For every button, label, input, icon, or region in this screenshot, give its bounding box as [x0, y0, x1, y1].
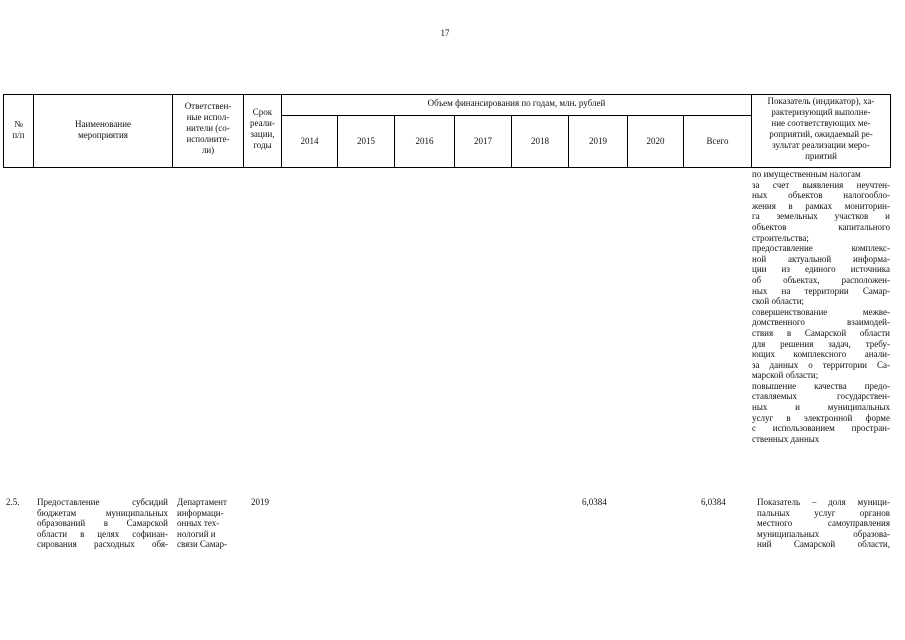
- header-term-line: Срок: [252, 107, 273, 117]
- header-total: Всего: [706, 136, 729, 146]
- row-responsible-line: информаци-: [177, 507, 224, 518]
- header-num: [4, 119, 33, 141]
- indicator-line: ющих комплексного анали-: [752, 349, 890, 360]
- indicator-line: ствия в Самарской области: [752, 327, 890, 338]
- indicator-line: строительства;: [752, 232, 809, 243]
- header-year-2020: 2020: [646, 136, 665, 146]
- row-name: [37, 497, 168, 550]
- row-indicator: [757, 497, 890, 550]
- row-responsible-line: Департамент: [177, 497, 227, 507]
- indicator-line: га земельных участков и: [752, 211, 890, 222]
- header-responsible-line: исполните-: [186, 134, 230, 144]
- row-term: 2019: [251, 497, 269, 507]
- header-term-line: зации,: [250, 129, 275, 139]
- page-number: 17: [440, 28, 450, 38]
- row-responsible-line: нологий и: [177, 528, 216, 539]
- header-num-line: №: [14, 119, 23, 129]
- indicator-line: за данных о территории Са-: [752, 359, 890, 370]
- indicator-line: ных объектов налогообло-: [752, 190, 890, 201]
- indicator-line: для решения задач, требу-: [752, 338, 890, 349]
- header-num-line: п/п: [12, 130, 25, 140]
- row-total: 6,0384: [701, 497, 726, 507]
- header-finance-title: Объем финансирования по годам, млн. рублей: [427, 98, 606, 108]
- header-responsible-line: ные испол-: [186, 112, 230, 122]
- header-year-2016: 2016: [415, 136, 434, 146]
- header-indicator-line: рактеризующий выполне-: [771, 107, 871, 117]
- indicator-line: объектов капитального: [752, 221, 890, 232]
- header-year-2015: 2015: [357, 136, 375, 146]
- indicator-line: ции из единого источника: [752, 264, 890, 275]
- row-responsible-line: онных тех-: [177, 518, 220, 529]
- header-year-2017: 2017: [474, 136, 492, 146]
- header-year-2018: 2018: [531, 136, 549, 146]
- indicator-line: ной актуальной информа-: [752, 253, 890, 264]
- header-responsible-line: нители (со-: [186, 123, 230, 133]
- indicator-line: предоставление комплекс-: [752, 243, 890, 254]
- indicator-line: по имущественным налогам: [752, 169, 861, 179]
- row-indicator-line: местного самоуправления: [757, 518, 890, 529]
- header-indicator-line: ние соответствующих ме-: [771, 118, 871, 128]
- row-name-line: сирования расходных обя-: [37, 539, 168, 550]
- row-indicator-line: пальных услуг органов: [757, 507, 890, 518]
- row-indicator-line: Показатель – доля муници-: [757, 497, 890, 507]
- header-responsible: [173, 101, 243, 156]
- header-bottom-border: [3, 167, 891, 168]
- header-responsible-line: Ответствен-: [184, 101, 232, 111]
- row-responsible-line: связи Самар-: [177, 539, 228, 550]
- row-responsible: [177, 497, 243, 550]
- header-year-2014: 2014: [300, 136, 319, 146]
- indicator-line: совершенствование межве-: [752, 306, 890, 317]
- indicator-line: за счет выявления неучтен-: [752, 179, 890, 190]
- indicator-line: повышение качества предо-: [752, 380, 890, 391]
- indicator-line: ской области;: [752, 296, 805, 307]
- indicator-line: домственного взаимодей-: [752, 317, 890, 328]
- row-name-line: области в целях софинан-: [37, 528, 168, 539]
- row-name-line: Предоставление субсидий: [37, 497, 168, 507]
- header-indicator-line: зультат реализации меро-: [772, 140, 870, 150]
- indicator-line: услуг в электронной форме: [752, 412, 890, 423]
- header-term: [244, 107, 281, 151]
- indicator-line: ных на территории Самар-: [752, 285, 890, 296]
- header-year-2019: 2019: [589, 136, 607, 146]
- row-indicator-line: ний Самарской области,: [757, 539, 890, 550]
- indicator-continued-text: [752, 169, 890, 444]
- row-number: 2.5.: [6, 497, 20, 507]
- indicator-line: ственных данных: [752, 433, 820, 444]
- row-value-2019: 6,0384: [582, 497, 607, 507]
- header-responsible-line: ли): [201, 145, 215, 155]
- indicator-line: марской области;: [752, 370, 819, 381]
- indicator-line: с использованием простран-: [752, 423, 890, 434]
- col-border-13: [890, 94, 891, 168]
- header-indicator-line: приятий: [805, 151, 837, 161]
- header-indicator-line: роприятий, ожидаемый ре-: [769, 129, 873, 139]
- indicator-line: об объектах, расположен-: [752, 274, 890, 285]
- row-name-line: образований в Самарской: [37, 518, 168, 529]
- row-name-line: бюджетам муниципальных: [37, 507, 168, 518]
- finance-subheader-border: [281, 115, 751, 116]
- header-name: [34, 119, 172, 141]
- header-top-border: [3, 94, 891, 95]
- row-indicator-line: муниципальных образова-: [757, 528, 890, 539]
- header-name-line: Наименование: [74, 119, 132, 129]
- header-term-line: реали-: [250, 118, 275, 128]
- indicator-line: жения в рамках мониторин-: [752, 200, 890, 211]
- indicator-line: ных и муниципальных: [752, 402, 890, 413]
- header-term-line: годы: [253, 140, 272, 150]
- header-name-line: мероприятия: [78, 130, 128, 140]
- indicator-line: ставляемых государствен-: [752, 391, 890, 402]
- header-indicator-line: Показатель (индикатор), ха-: [767, 96, 875, 106]
- header-indicator: [752, 96, 890, 162]
